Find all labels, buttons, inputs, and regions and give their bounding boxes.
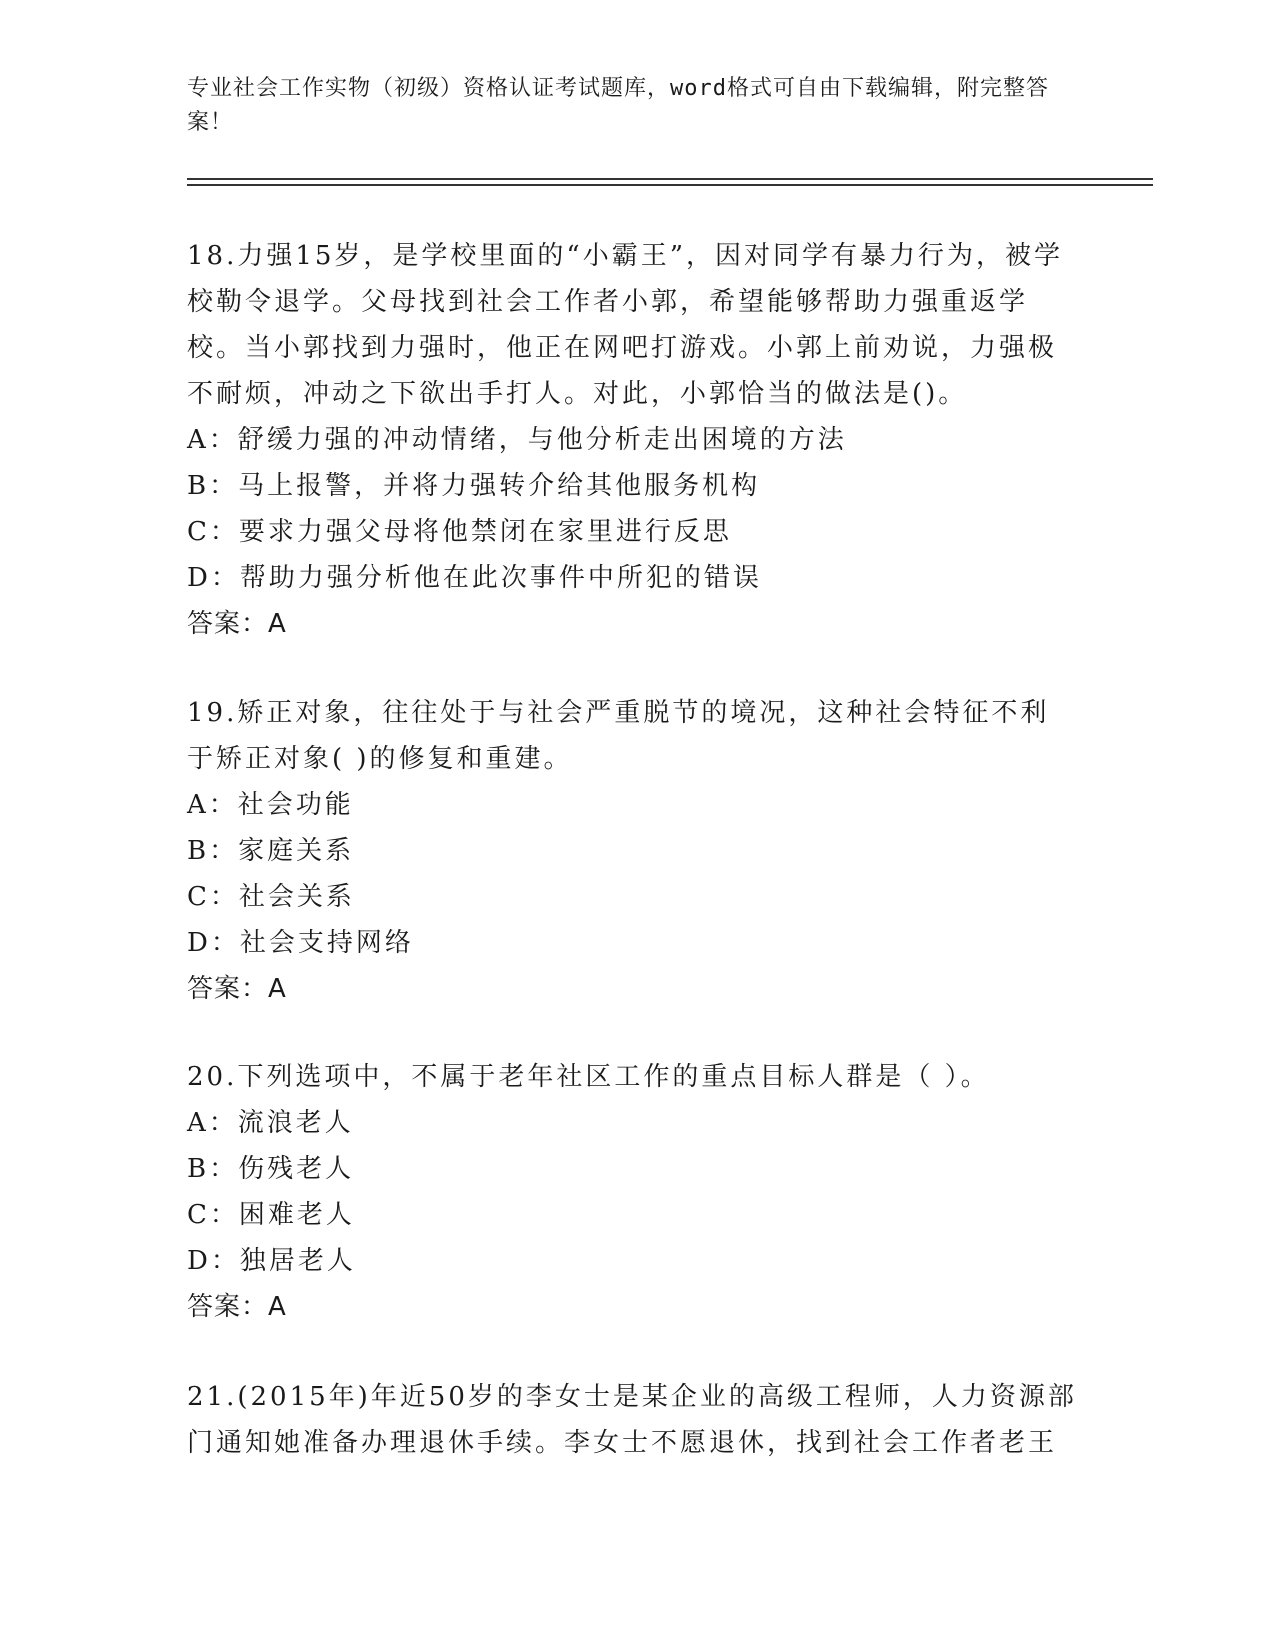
header-divider-top	[187, 178, 1153, 180]
header-divider-bottom	[187, 184, 1153, 186]
option-b: B：家庭关系	[187, 836, 355, 866]
option-d: D：社会支持网络	[187, 928, 414, 958]
option-b: B：伤残老人	[187, 1154, 355, 1184]
option-c: C：社会关系	[187, 882, 355, 912]
option-c: C：困难老人	[187, 1200, 355, 1230]
option-a: A：社会功能	[187, 790, 354, 820]
document-header: 专业社会工作实物（初级）资格认证考试题库，word格式可自由下载编辑，附完整答案！	[187, 76, 1049, 135]
option-a: A：舒缓力强的冲动情绪，与他分析走出困境的方法	[187, 425, 847, 455]
option-d: D：帮助力强分析他在此次事件中所犯的错误	[187, 563, 762, 593]
question-18	[187, 233, 1077, 647]
option-c: C：要求力强父母将他禁闭在家里进行反思	[187, 517, 732, 547]
option-d: D：独居老人	[187, 1246, 356, 1276]
question-stem: 18.力强15岁，是学校里面的“小霸王”，因对同学有暴力行为，被学校勒令退学。父母找到社会工作者小郭，希望能够帮助力强重返学校。当小郭找到力强时，他正在网吧打游戏。小郭上前劝说，力强极不耐烦，冲动之下欲出手打人。对此，小郭恰当的做法是()。	[187, 241, 1064, 409]
question-19	[187, 690, 1077, 1012]
option-b: B：马上报警，并将力强转介给其他服务机构	[187, 471, 761, 501]
question-21	[187, 1374, 1077, 1466]
answer-line: 答案：A	[187, 1292, 287, 1322]
question-stem: 21.(2015年)年近50岁的李女士是某企业的高级工程师，人力资源部门通知她准备办理退休手续。李女士不愿退休，找到社会工作者老王	[187, 1382, 1077, 1458]
question-stem: 20.下列选项中，不属于老年社区工作的重点目标人群是（ ）。	[187, 1062, 990, 1092]
option-a: A：流浪老人	[187, 1108, 354, 1138]
question-stem: 19.矫正对象，往往处于与社会严重脱节的境况，这种社会特征不利于矫正对象( )的修复和重建。	[187, 698, 1050, 774]
question-20	[187, 1054, 1077, 1330]
answer-line: 答案：A	[187, 609, 287, 639]
answer-line: 答案：A	[187, 974, 287, 1004]
